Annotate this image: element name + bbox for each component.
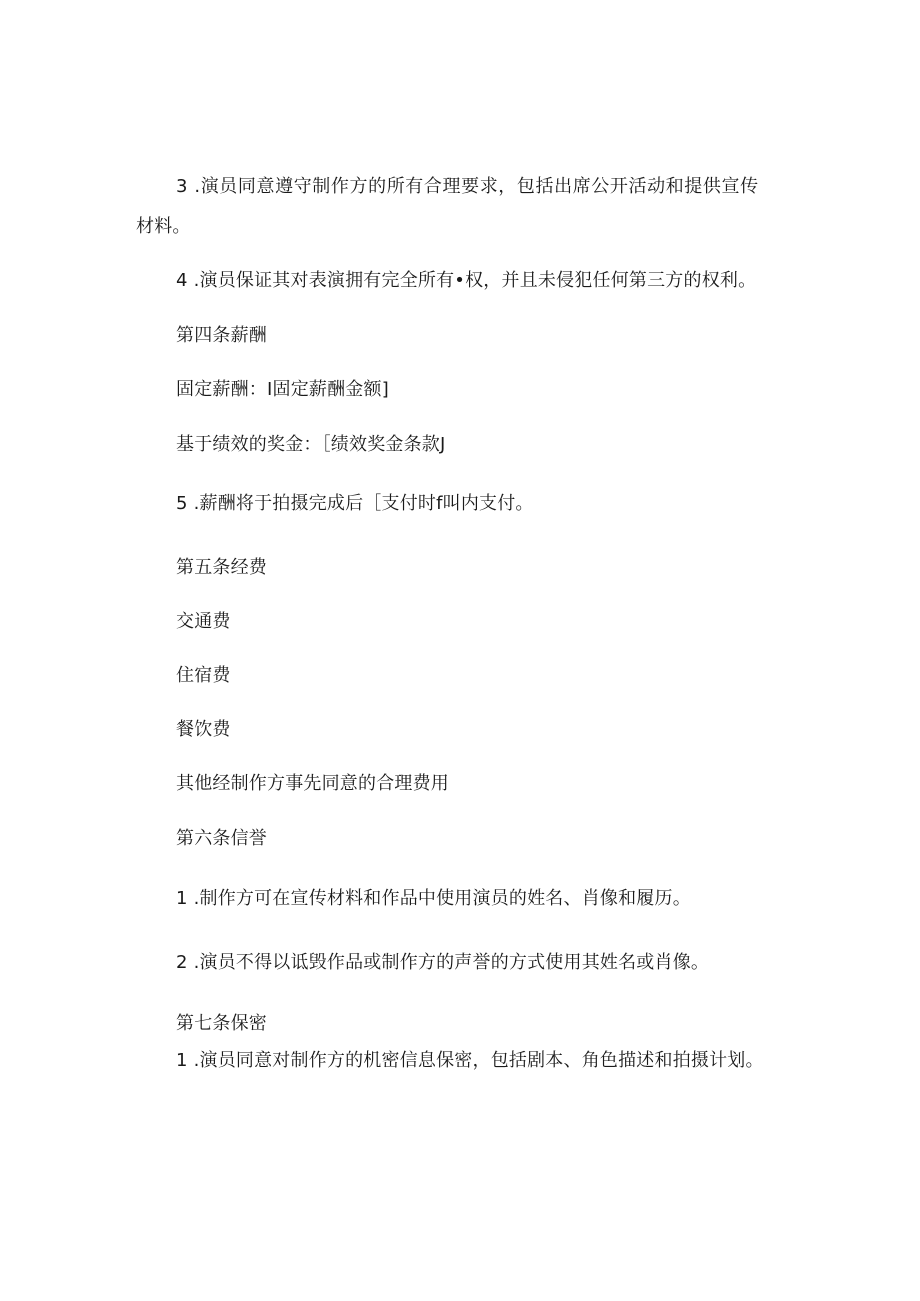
clause-3-line-2: 材料。 — [136, 216, 191, 237]
expense-other: 其他经制作方事先同意的合理费用 — [176, 773, 449, 794]
clause-3-line-1: 3 .演员同意遵守制作方的所有合理要求，包括出席公开活动和提供宣传 — [176, 176, 759, 197]
clause-4: 4 .演员保证其对表演拥有完全所有•权，并且未侵犯任何第三方的权利。 — [176, 270, 757, 291]
clause-7-1: 1 .演员同意对制作方的机密信息保密，包括剧本、角色描述和拍摄计划。 — [176, 1050, 764, 1071]
article-5-title: 第五条经费 — [176, 557, 267, 578]
clause-6-2: 2 .演员不得以诋毁作品或制作方的声誉的方式使用其姓名或肖像。 — [176, 952, 710, 973]
article-6-title: 第六条信誉 — [176, 828, 267, 849]
expense-lodging: 住宿费 — [176, 665, 231, 686]
clause-6-1: 1 .制作方可在宣传材料和作品中使用演员的姓名、肖像和履历。 — [176, 888, 691, 909]
expense-transport: 交通费 — [176, 611, 231, 632]
clause-5: 5 .薪酬将于拍摄完成后［支付时f叫内支付。 — [176, 493, 534, 514]
performance-bonus: 基于绩效的奖金：［绩效奖金条款J — [176, 434, 446, 455]
expense-meals: 餐饮费 — [176, 719, 231, 740]
fixed-salary: 固定薪酬：I固定薪酬金额] — [176, 379, 389, 400]
article-4-title: 第四条薪酬 — [176, 325, 267, 346]
article-7-title: 第七条保密 — [176, 1013, 267, 1034]
